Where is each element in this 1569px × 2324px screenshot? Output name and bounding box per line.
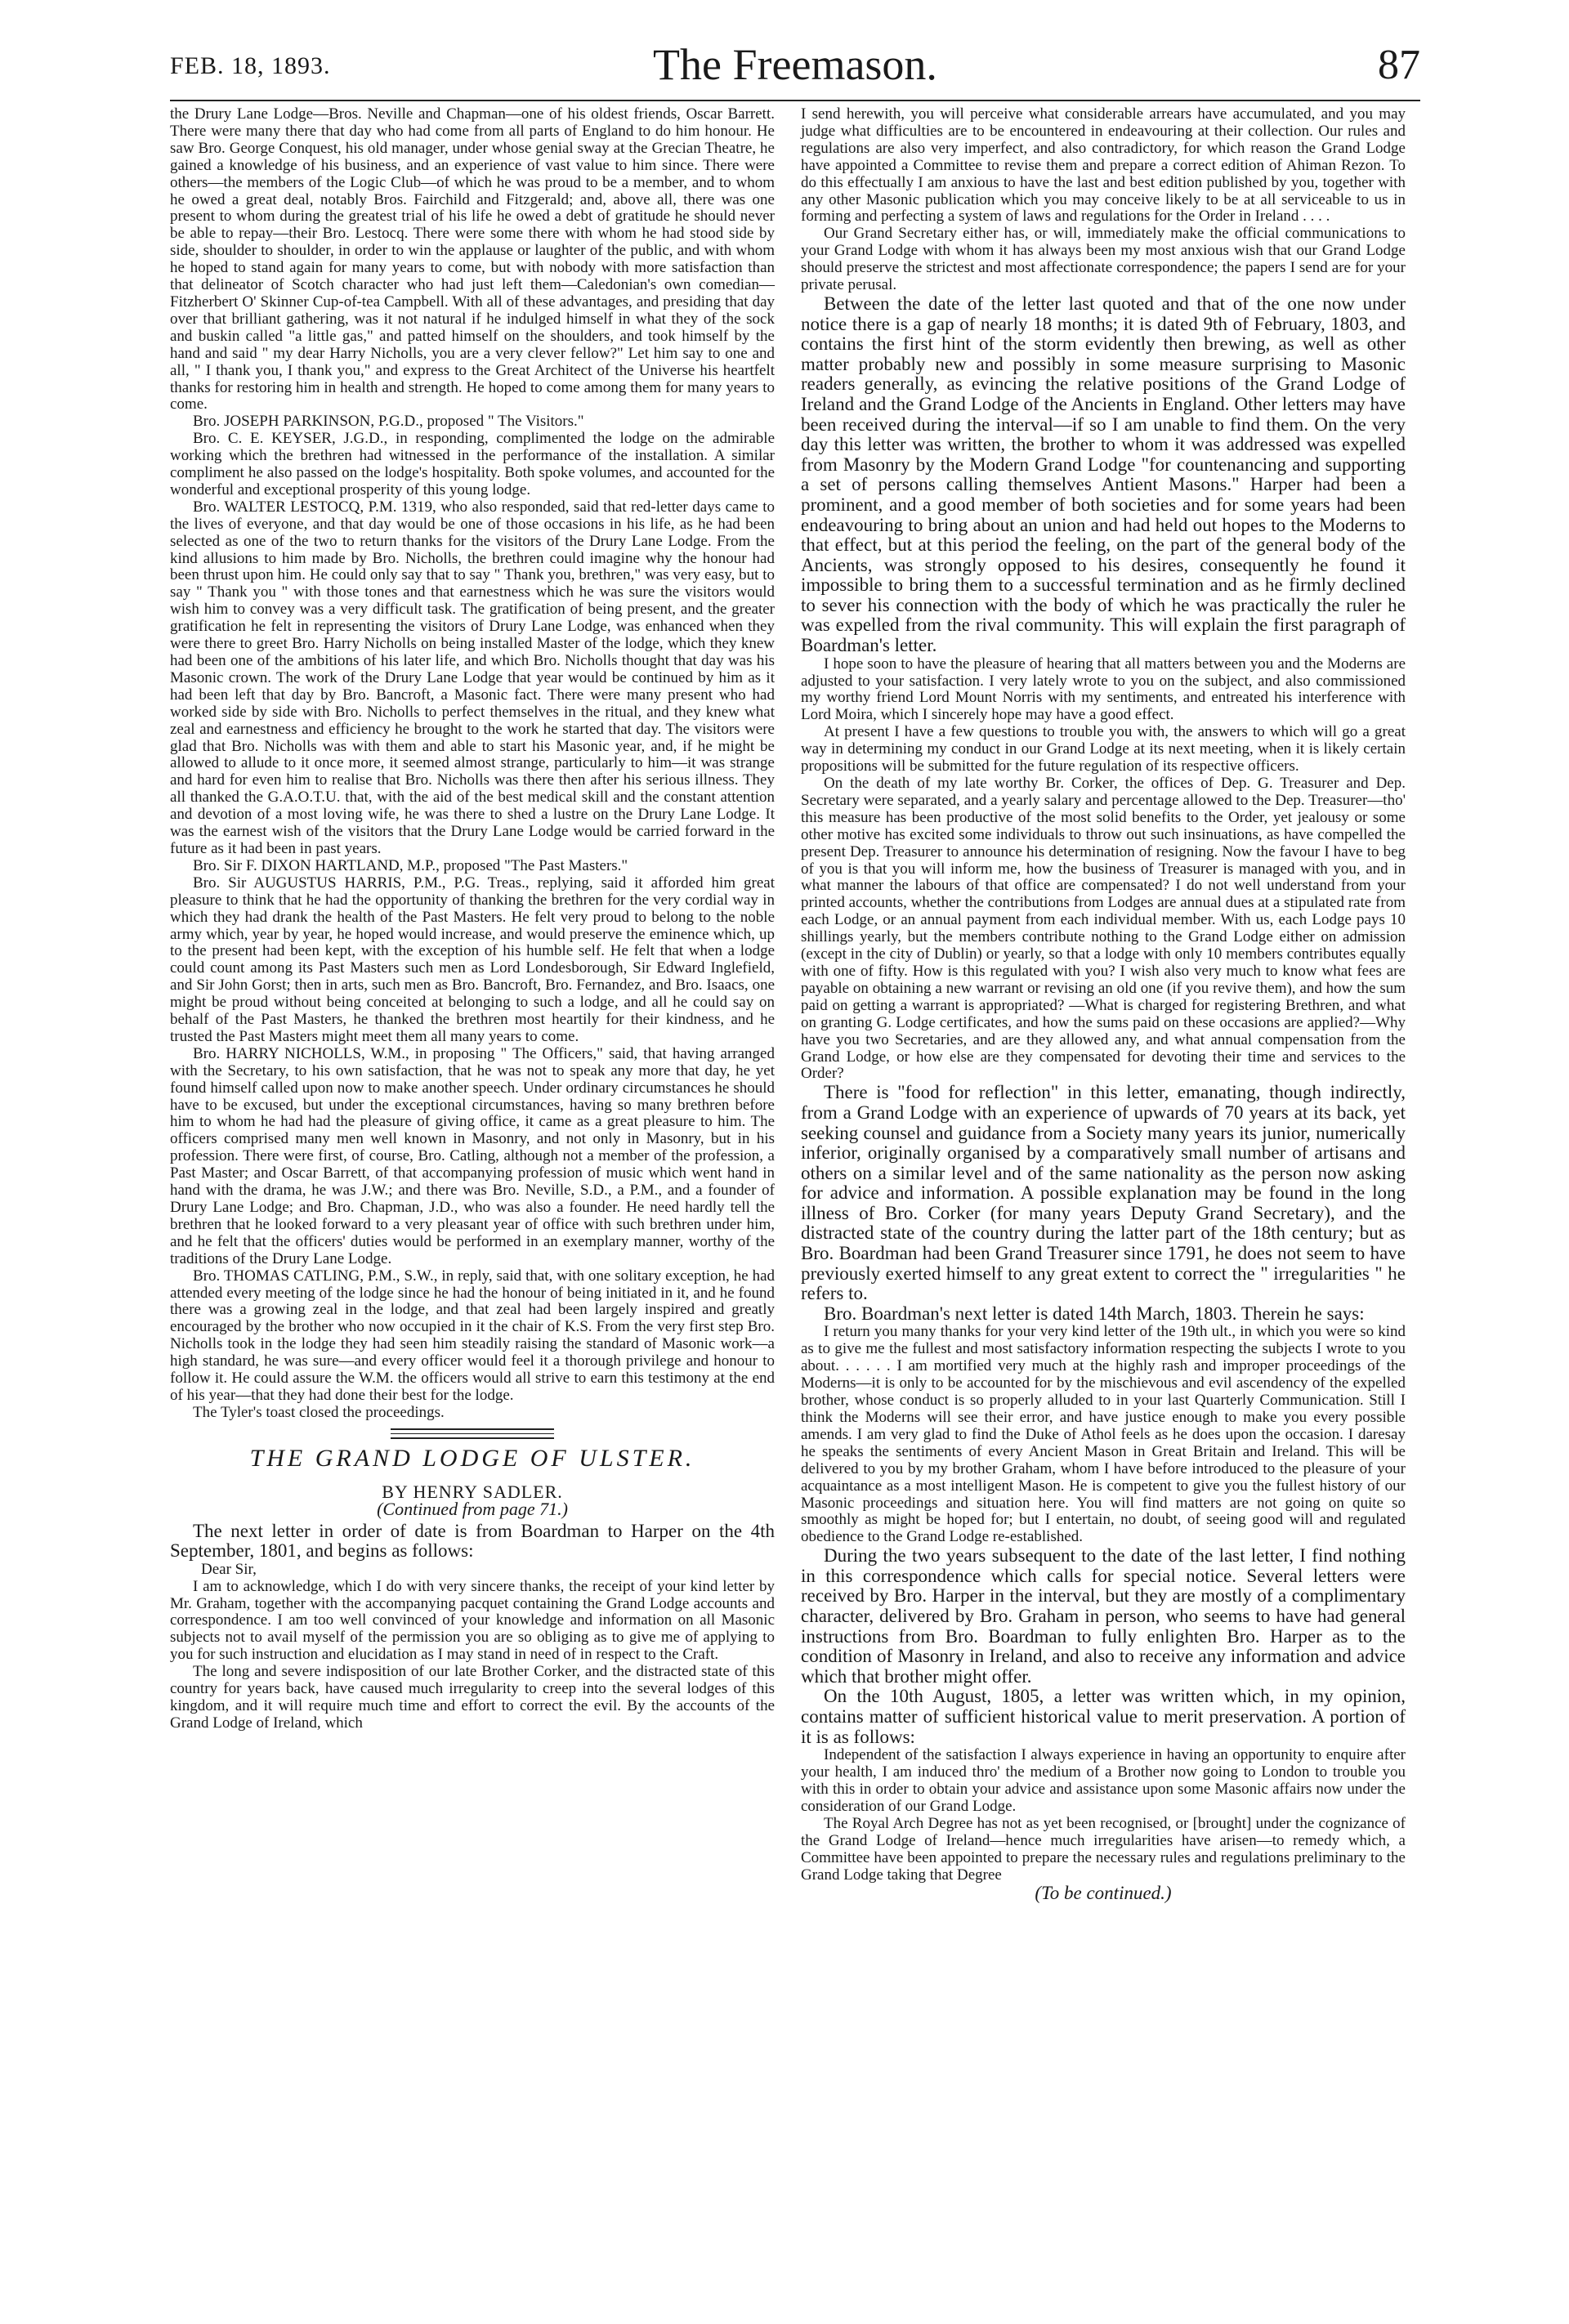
- letter-paragraph: At present I have a few questions to trouble you with, the answers to which will go a great way in determining my conduct in our Grand Lodge at its next meeting, when it is likely certain propositions will be submitted for the future regulation of its respective officers.: [801, 723, 1406, 775]
- letter-paragraph: I send herewith, you will perceive what considerable arrears have accumulated, and you may judge what difficulties are to be encountered in endeavouring at their collection. Our rules and regulations are also very imperfect, and also contradictory, for which reason the Grand Lodge have appointed a Committee to revise them and prepare a correct edition of Ahiman Rezon. To do this effectually I am anxious to have the last and best edition published by you, together with any other Masonic publication which you may conceive likely to be at all serviceable to us in forming and perfecting a system of laws and regulations for the Order in Ireland . . . .: [801, 105, 1406, 226]
- article-title: THE GRAND LODGE OF ULSTER.: [249, 1444, 695, 1472]
- paragraph: The Tyler's toast closed the proceedings.: [193, 1403, 445, 1421]
- paragraph: the Drury Lane Lodge—Bros. Neville and Chapman—one of his oldest friends, Oscar Barrett. There were many there that day who had come from all parts of England to do him honour. He saw Bro. George Conquest, his old manager, under whose genial sway at the Grecian Theatre, he gained a knowledge of his business, and an experience of vast value to him since. There were others—the members of the Logic Club—of which he was proud to be a member, and to whom he owed a great deal, notably Bros. Fairchild and Fitzgerald; and, above all, there was one present to whom during the greatest trial of his life he owed a debt of gratitude he should never be able to repay—their Bro. Lestocq. There were some there with whom he had stood side by side, shoulder to shoulder, in order to win the applause or laughter of the public, and with whom he hoped to stand again for many years to come, but with nobody with more satisfaction than that delineator of Scotch character who had just left them—Caledonian's own comedian—Fitzherbert O' Skinner Cup-of-tea Campbell. With all of these advantages, and presiding that day over that brilliant gathering, was it not natural if he indulged himself in what they of the sock and buskin called "a little gas," and patted himself on the shoulders, and took himself by the hand and said " my dear Harry Nicholls, you are a very clever fellow?" Let him say to one and all, " I thank you, I thank you," and express to the Great Architect of the Universe his heartfelt thanks for restoring him in health and strength. He hoped to come among them for many years to come.: [170, 105, 775, 413]
- page-number: 87: [1378, 42, 1420, 88]
- paragraph: Bro. JOSEPH PARKINSON, P.G.D., proposed " The Visitors.": [193, 413, 584, 431]
- paragraph: On the 10th August, 1805, a letter was written which, in my opinion, contains matter of sufficient historical value to merit preservation. A portion of it is as follows:: [801, 1686, 1406, 1747]
- paragraph: During the two years subsequent to the date of the last letter, I find nothing in this correspondence which calls for special notice. Several letters were received by Bro. Harper in the interval, but they are mostly of a complimentary character, delivered by Bro. Graham in person, who seems to have had general instructions from Bro. Boardman to fully enlighten Bro. Harper as to the condition of Masonry in Ireland, and also to receive any information and advice which that brother might offer.: [801, 1545, 1406, 1687]
- letter-paragraph: The long and severe indisposition of our late Brother Corker, and the distracted state of this country for years back, have caused much irregularity to creep into the several lodges of this kingdom, and it will require much time and effort to correct the evil. By the accounts of the Grand Lodge of Ireland, which: [170, 1663, 775, 1732]
- section-divider: [391, 1428, 554, 1439]
- article-byline: BY HENRY SADLER.: [382, 1481, 563, 1502]
- paragraph: Bro. C. E. KEYSER, J.G.D., in responding, complimented the lodge on the admirable working which the brethren had witnessed in the performance of the installation. A similar compliment he also passed on the lodge's hospitality. Both spoke volumes, and accounted for the wonderful and exceptional prosperity of this young lodge.: [170, 430, 775, 498]
- letter-paragraph: On the death of my late worthy Br. Corker, the offices of Dep. G. Treasurer and Dep. Secretary were separated, and a yearly salary and percentage allowed to the Dep. Treasurer—tho' this measure has been productive of the most solid benefits to the Order, yet jealousy or some other motive has excited some individuals to throw out such insinuations, as have compelled the present Dep. Treasurer to announce his determination of resigning. Now the favour I have to beg of you is that you will inform me, how the business of Treasurer is managed with you, and in what manner the labours of that office are compensated? I do not well understand from your printed accounts, whether the contributions from Lodges are annual dues at a stipulated rate from each Lodge, or an annual payment from each individual member. With us, each Lodge pays 10 shillings yearly, but the members contribute nothing to the Grand Lodge either on admission (except in the city of Dublin) or yearly, so that a lodge with only 10 members contributes equally with one of fifty. How is this regulated with you? I wish also very much to know what fees are payable on obtaining a new warrant or revising an old one (if you revive them), and how the sum paid on getting a warrant is appropriated? —What is charged for registering Brethren, and what on granting G. Lodge certificates, and how the sums paid on these occasions are applied?—Why have you two Secretaries, and are they allowed any, and what annual compensation from the Grand Lodge, or how else are they compensated for devoting their time and services to the Order?: [801, 775, 1406, 1083]
- paragraph: Bro. THOMAS CATLING, P.M., S.W., in reply, said that, with one solitary exception, he had attended every meeting of the lodge since he had the honour of being initiated in it, and he found there was a growing zeal in the lodge, and that zeal had been largely inspired and greatly encouraged by the brother who now occupied in it the chair of K.S. From the very first step Bro. Nicholls took in the lodge they had seen him steadily raising the standard of Masonic work—a high standard, he was sure—and every officer would feel it a thorough privilege and honour to follow it. He could assure the W.M. the officers would all strive to earn this testimony at the end of his year—that they had done their best for the lodge.: [170, 1267, 775, 1404]
- paragraph: Bro. Sir AUGUSTUS HARRIS, P.M., P.G. Treas., replying, said it afforded him great pleasure to think that he had the opportunity of thanking the brethren for the very cordial way in which they had drank the health of the Past Masters. He felt very proud to belong to the noble army which, year by year, he hoped would increase, and would preserve the eminence which, up to the present had been kept, with the exception of his humble self. He felt that when a lodge could count among its Past Masters such men as Lord Londesborough, Sir Edward Inglefield, and Sir John Gorst; then in arts, such men as Bro. Bancroft, Bro. Fernandez, and Bro. Isaacs, one might be proud without being conceited at belonging to such a lodge, and all he could say on behalf of the Past Masters, he thanked the brethren most heartily for their kindness, and he trusted the Past Masters might meet them all many years to come.: [170, 874, 775, 1045]
- letter-paragraph: The Royal Arch Degree has not as yet been recognised, or [brought] under the cognizance of the Grand Lodge of Ireland—hence much irregularities have arisen—to remedy which, a Committee have been appointed to prepare the necessary rules and regulations preliminary to the Grand Lodge taking that Degree: [801, 1814, 1406, 1884]
- paragraph: Bro. HARRY NICHOLLS, W.M., in proposing " The Officers," said, that having arranged with the Secretary, to his own satisfaction, that he was not to speak any more that day, he yet found himself called upon now to make another speech. Under ordinary circumstances he should have to be excused, but under the exceptional circumstances, having so many brethren before him to whom he had had the pleasure of giving office, it came as a great pleasure to him. The officers comprised many men well known in Masonry, and not only in Masonry, but in his profession. There were first, of course, Bro. Catling, although not a member of the profession, a Past Master; and Oscar Barrett, of that accompanying profession of music which went hand in hand with the drama, he was J.W.; and there was Bro. Neville, S.D., a P.M., and a founder of Drury Lane Lodge; and Bro. Chapman, J.D., who was also a founder. He need hardly tell the brethren that he looked forward to a very pleasant year of office with such brethren under him, and he felt that the officers' duties would be performed in an exemplary manner, worthy of the traditions of the Drury Lane Lodge.: [170, 1044, 775, 1267]
- to-be-continued: (To be continued.): [1035, 1883, 1172, 1904]
- issue-date: FEB. 18, 1893.: [170, 52, 331, 79]
- letter-paragraph: I return you many thanks for your very kind letter of the 19th ult., in which you were so kind as to give me the fullest and most satisfactory information respecting the subjects I wrote to you about. . . . . . I am mortified very much at the highly rash and improper proceedings of the Moderns—it is only to be accounted for by the mischievous and evil ascendency of the expelled brother, whose conduct is so properly alluded to in your last Quarterly Communication. Still I think the Moderns will see their error, and have justice enough to make you every possible amends. I am very glad to find the Duke of Athol feels as he does upon the occasion. I daresay he speaks the sentiments of every Ancient Mason in Great Britain and Ireland. This will be delivered to you by my brother Graham, whom I have before introduced to the pleasure of your acquaintance as a most intelligent Mason. He is competent to give you the fullest history of our Masonic proceedings and situation here. You will find matters are not going on quite so smoothly as might be hoped for; but I entertain, no doubt, of seeing good will and regulated obedience to the Grand Lodge re-established.: [801, 1323, 1406, 1546]
- letter-paragraph: Independent of the satisfaction I always experience in having an opportunity to enquire after your health, I am induced thro' the medium of a Brother now going to London to trouble you with this in order to obtain your advice and assistance upon some Masonic affairs now under the consideration of our Grand Lodge.: [801, 1746, 1406, 1815]
- paragraph: The next letter in order of date is from Boardman to Harper on the 4th September, 1801, and begins as follows:: [170, 1520, 775, 1562]
- letter-paragraph: I am to acknowledge, which I do with very sincere thanks, the receipt of your kind letter by Mr. Graham, together with the accompanying pacquet containing the Grand Lodge accounts and correspondence. I am too well convinced of your knowledge and information on all Masonic subjects not to avail myself of the permission you are so obliging as to give me of applying to you for such instruction and elucidation as I may stand in need of in respect to the Craft.: [170, 1577, 775, 1664]
- masthead-title: The Freemason.: [653, 40, 937, 89]
- letter-paragraph: Our Grand Secretary either has, or will, immediately make the official communications to your Grand Lodge with whom it has always been my most anxious wish that our Grand Lodge should preserve the strictest and most affectionate correspondence; the papers I send are for your private perusal.: [801, 225, 1406, 294]
- page-header: [170, 39, 1420, 96]
- left-column: [170, 106, 775, 1732]
- continued-note: (Continued from page 71.): [377, 1498, 568, 1519]
- header-rule: [170, 100, 1420, 101]
- paragraph: There is "food for reflection" in this letter, emanating, though indirectly, from a Grand Lodge with an experience of upwards of 70 years at its back, yet seeking counsel and guidance from a Society many years its junior, numerically inferior, originally organised by a comparatively small number of artisans and others on a similar level and of the same nationality as the person now asking for advice and information. A possible explanation may be found in the long illness of Bro. Corker (for many years Deputy Grand Secretary), and the distracted state of the country during the latter part of the 18th century; but as Bro. Boardman had been Grand Treasurer since 1791, he does not seem to have previously exerted himself to any great extent to correct the " irregularities " he refers to.: [801, 1082, 1406, 1304]
- right-column: [801, 106, 1406, 1904]
- letter-salutation: Dear Sir,: [201, 1560, 257, 1578]
- paragraph: Bro. WALTER LESTOCQ, P.M. 1319, who also responded, said that red-letter days came to the lives of everyone, and that day would be one of those occasions in his life, as he had been selected as one of the two to return thanks for the visitors of the Drury Lane Lodge. From the kind allusions to him made by Bro. Nicholls, the brethren could imagine why the honour had been thrust upon him. He could only say that to say " Thank you, brethren," was very easy, but to say " Thank you " with those tones and that earnestness which he was sure the visitors would wish him to convey was a very difficult task. The gratification of being present, and the greater gratification he felt in representing the visitors of Drury Lane Lodge, was enhanced when they were there to greet Bro. Harry Nicholls on being installed Master of the lodge, which they knew had been one of the ambitions of his later life, and which Bro. Nicholls thought that day was his Masonic crown. The work of the Drury Lane Lodge that year would be continued by him as it had been left that day by Bro. Bancroft, a Masonic fact. There were many present who had worked side by side with Bro. Nicholls to perfect themselves in the ritual, and they knew what zeal and earnestness and efficiency he brought to the work he started that day. The visitors were glad that Bro. Nicholls was with them and able to start his Masonic year, and, if he might be allowed to allude to it once more, it seemed almost strange, particularly to him—it was strange and hard for even him to realise that Bro. Nicholls was there then after his serious illness. They all thanked the G.A.O.T.U. that, with the aid of the best medical skill and the constant attention and devotion of a most loving wife, he was there to shed a lustre on the Drury Lane Lodge. It was the earnest wish of the visitors that the Drury Lane Lodge would be carried forward in the future as it had been in past years.: [170, 498, 775, 857]
- paragraph: Between the date of the letter last quoted and that of the one now under notice there is a gap of nearly 18 months; it is dated 9th of February, 1803, and contains the first hint of the storm evidently then brewing, as well as other matter probably new and possibly in some measure surprising to Masonic readers generally, as evincing the relative positions of the Grand Lodge of Ireland and the Grand Lodge of the Ancients in England. Other letters may have been received during the interval—if so I am unable to find them. On the very day this letter was written, the brother to whom it was addressed was expelled from Masonry by the Modern Grand Lodge "for countenancing and supporting a set of persons calling themselves Antient Masons." Harper had been a prominent, and a good member of both societies and for some years had been endeavouring to bring about an union and had held out hopes to the Moderns to that effect, but at this period the feeling, on the part of the general body of the Ancients, was strongly opposed to his desires, consequently he found it impossible to bring them to a successful termination and as he firmly declined to sever his connection with the body of which he was practically the ruler he was expelled from the rival community. This will explain the first paragraph of Boardman's letter.: [801, 293, 1406, 656]
- letter-paragraph: I hope soon to have the pleasure of hearing that all matters between you and the Moderns are adjusted to your satisfaction. I very lately wrote to you on the subject, and also commissioned my worthy friend Lord Mount Norris with my sentiments, and entreated his interference with Lord Moira, which I sincerely hope may have a good effect.: [801, 655, 1406, 724]
- paragraph: Bro. Sir F. DIXON HARTLAND, M.P., proposed "The Past Masters.": [193, 856, 628, 874]
- paragraph: Bro. Boardman's next letter is dated 14th March, 1803. Therein he says:: [824, 1303, 1365, 1324]
